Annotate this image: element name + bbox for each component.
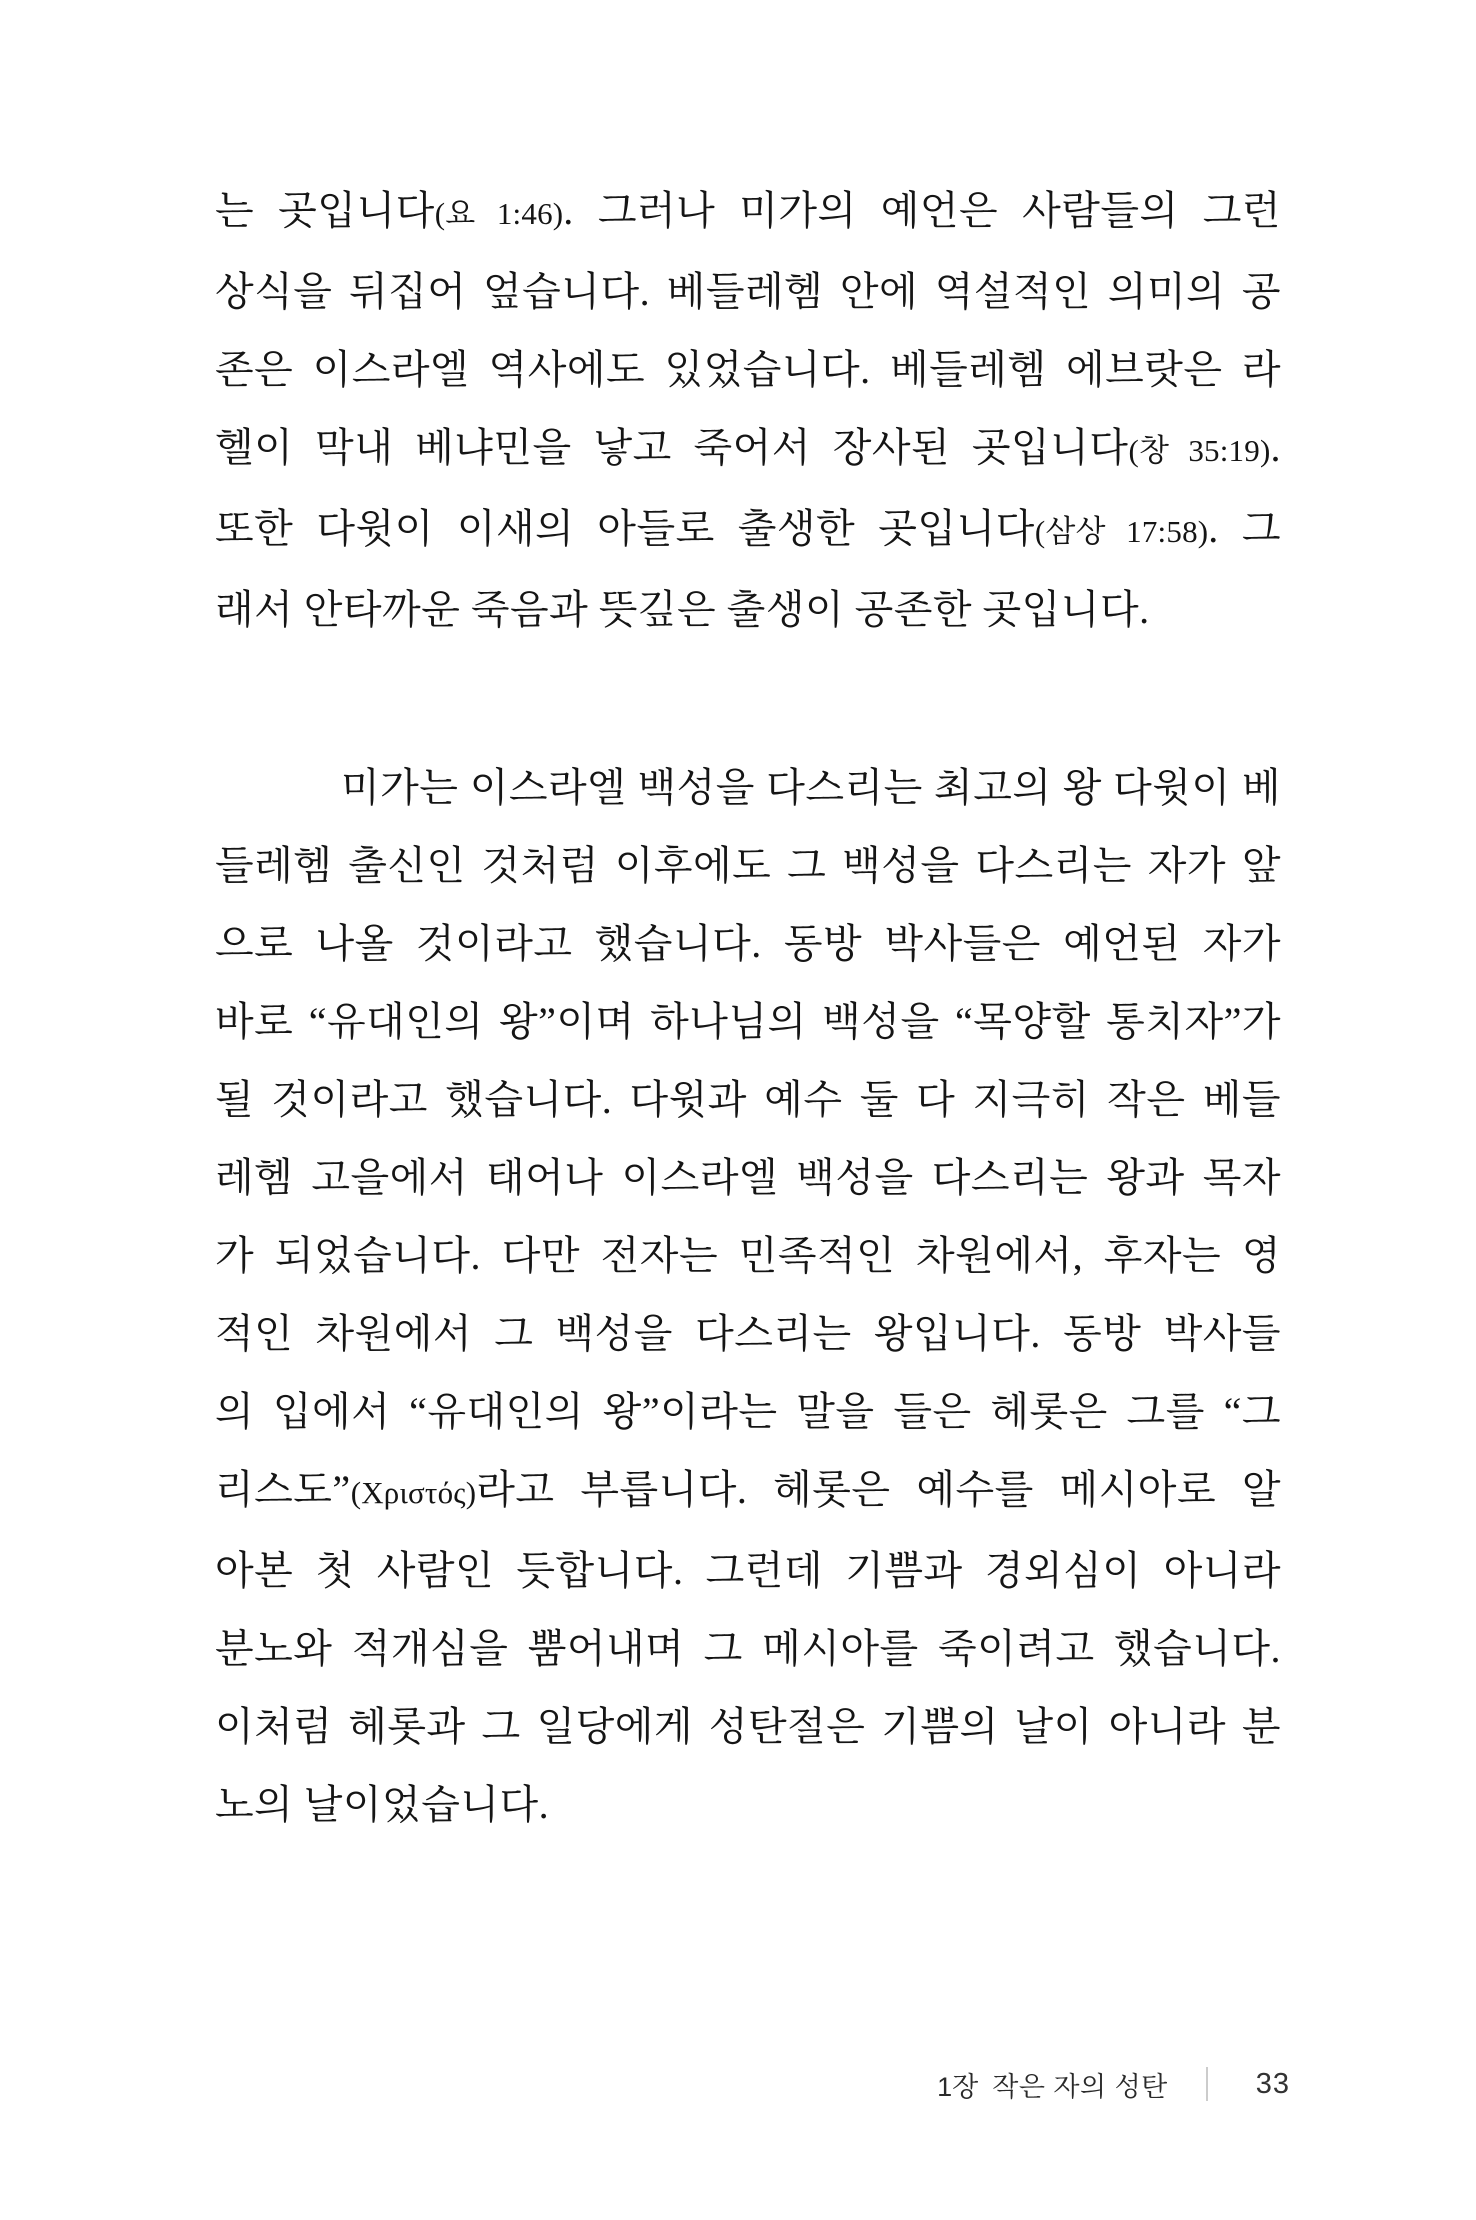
text-line xyxy=(215,1532,1281,1610)
text-segment: 바로 “유대인의 왕”이며 하나님의 백성을 “목양할 통치자”가 xyxy=(215,999,1281,1044)
text-segment: 리스도” xyxy=(215,1467,351,1512)
text-line xyxy=(215,749,1281,827)
text-line xyxy=(215,1766,1281,1844)
text-segment: 미가는 이스라엘 백성을 다스리는 최고의 왕 다윗이 베 xyxy=(341,765,1281,810)
footer-chapter-number: 1장 xyxy=(937,2071,979,2102)
text-segment: 가 되었습니다. 다만 전자는 민족적인 차원에서, 후자는 영 xyxy=(215,1233,1281,1278)
text-line xyxy=(215,1688,1281,1766)
text-line xyxy=(215,172,1281,253)
page-number: 33 xyxy=(1255,2067,1290,2100)
scripture-reference: (요 1:46) xyxy=(434,196,564,231)
text-segment: 헬이 막내 베냐민을 낳고 죽어서 장사된 곳입니다 xyxy=(215,425,1129,470)
scripture-reference: (Χριστός) xyxy=(350,1475,477,1510)
text-segment: 아본 첫 사람인 듯합니다. 그런데 기쁨과 경외심이 아니라 xyxy=(215,1548,1281,1593)
text-segment: 분노와 적개심을 뿜어내며 그 메시아를 죽이려고 했습니다. xyxy=(215,1626,1281,1671)
page-footer xyxy=(937,2064,1290,2104)
text-segment: 레헴 고을에서 태어나 이스라엘 백성을 다스리는 왕과 목자 xyxy=(215,1155,1281,1200)
text-line xyxy=(215,1295,1281,1373)
text-segment: 노의 날이었습니다. xyxy=(215,1782,550,1827)
text-line xyxy=(215,1610,1281,1688)
scripture-reference: (삼상 17:58) xyxy=(1034,514,1209,549)
text-line xyxy=(215,571,1281,649)
text-segment: 이처럼 헤롯과 그 일당에게 성탄절은 기쁨의 날이 아니라 분 xyxy=(215,1704,1281,1749)
text-line xyxy=(215,409,1281,490)
text-segment: 는 곳입니다 xyxy=(215,188,435,233)
footer-divider xyxy=(1206,2067,1208,2101)
text-line xyxy=(215,253,1281,331)
text-segment: . xyxy=(1270,425,1281,470)
text-line xyxy=(215,827,1281,905)
text-line xyxy=(215,1061,1281,1139)
paragraph xyxy=(215,172,1281,649)
text-segment: 될 것이라고 했습니다. 다윗과 예수 둘 다 지극히 작은 베들 xyxy=(215,1077,1281,1122)
text-segment: 존은 이스라엘 역사에도 있었습니다. 베들레헴 에브랏은 라 xyxy=(215,347,1281,392)
text-segment: 의 입에서 “유대인의 왕”이라는 말을 들은 헤롯은 그를 “그 xyxy=(215,1389,1281,1434)
text-line xyxy=(215,983,1281,1061)
footer-chapter-title: 작은 자의 성탄 xyxy=(992,2071,1168,2102)
text-segment: 래서 안타까운 죽음과 뜻깊은 출생이 공존한 곳입니다. xyxy=(215,587,1150,632)
text-line xyxy=(215,1139,1281,1217)
text-segment: 라고 부릅니다. 헤롯은 예수를 메시아로 알 xyxy=(476,1467,1281,1512)
text-segment: 들레헴 출신인 것처럼 이후에도 그 백성을 다스리는 자가 앞 xyxy=(215,843,1281,888)
text-line xyxy=(215,331,1281,409)
text-line xyxy=(215,1373,1281,1451)
text-line xyxy=(215,1217,1281,1295)
text-line xyxy=(215,905,1281,983)
paragraph xyxy=(215,749,1281,1844)
text-line xyxy=(215,1451,1281,1532)
body-text-block xyxy=(215,172,1281,1844)
text-segment: 또한 다윗이 이새의 아들로 출생한 곳입니다 xyxy=(215,506,1035,551)
text-segment: 적인 차원에서 그 백성을 다스리는 왕입니다. 동방 박사들 xyxy=(215,1311,1281,1356)
text-segment: . 그 xyxy=(1208,506,1281,551)
text-segment: . 그러나 미가의 예언은 사람들의 그런 xyxy=(563,188,1281,233)
text-segment: 으로 나올 것이라고 했습니다. 동방 박사들은 예언된 자가 xyxy=(215,921,1281,966)
text-line xyxy=(215,490,1281,571)
scripture-reference: (창 35:19) xyxy=(1128,433,1271,468)
text-segment: 상식을 뒤집어 엎습니다. 베들레헴 안에 역설적인 의미의 공 xyxy=(215,269,1281,314)
